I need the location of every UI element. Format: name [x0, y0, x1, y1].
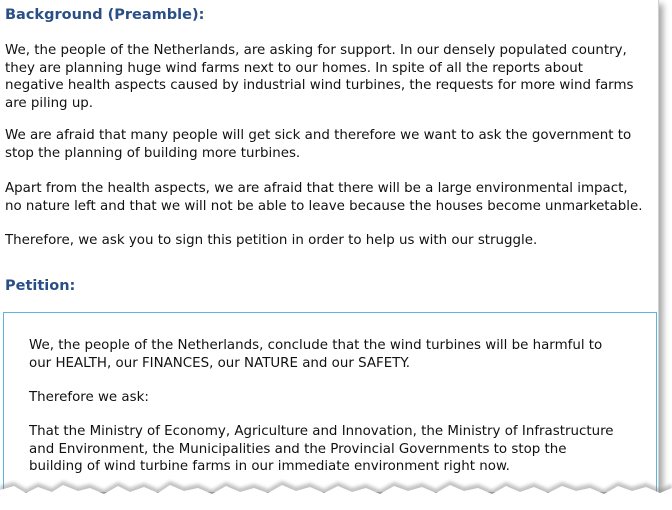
petition-paragraph-1: We, the people of the Netherlands, conclude that the wind turbines will be harmful to our HEALTH, our FINANCES, our NATURE and our SAFETY. [29, 338, 603, 371]
background-paragraph-1: We, the people of the Netherlands, are asking for support. In our densely populated country, they are planning huge wind farms next to our homes. In spite of all the reports about negative health aspects caused by industrial wind turbines, the requests for more wind farms are piling up. [5, 43, 634, 111]
petition-text-box [3, 312, 657, 492]
background-heading: Background (Preamble): [5, 7, 205, 23]
petition-paragraph-3: That the Ministry of Economy, Agriculture and Innovation, the Ministry of Infrastructure and Environment, the Municipalities and the Provincial Governments to stop the building of wind turbine farms in our immediate environment right now. [29, 424, 614, 474]
petition-heading: Petition: [5, 278, 76, 294]
background-paragraph-2: We are afraid that many people will get sick and therefore we want to ask the government to stop the planning of building more turbines. [5, 128, 632, 161]
petition-paragraph-2: Therefore we ask: [29, 390, 149, 405]
background-paragraph-3: Apart from the health aspects, we are afraid that there will be a large environmental impact, no nature left and that we will not be able to leave because the houses become unmarketable. [5, 181, 643, 214]
background-paragraph-4: Therefore, we ask you to sign this petition in order to help us with our struggle. [5, 233, 538, 248]
